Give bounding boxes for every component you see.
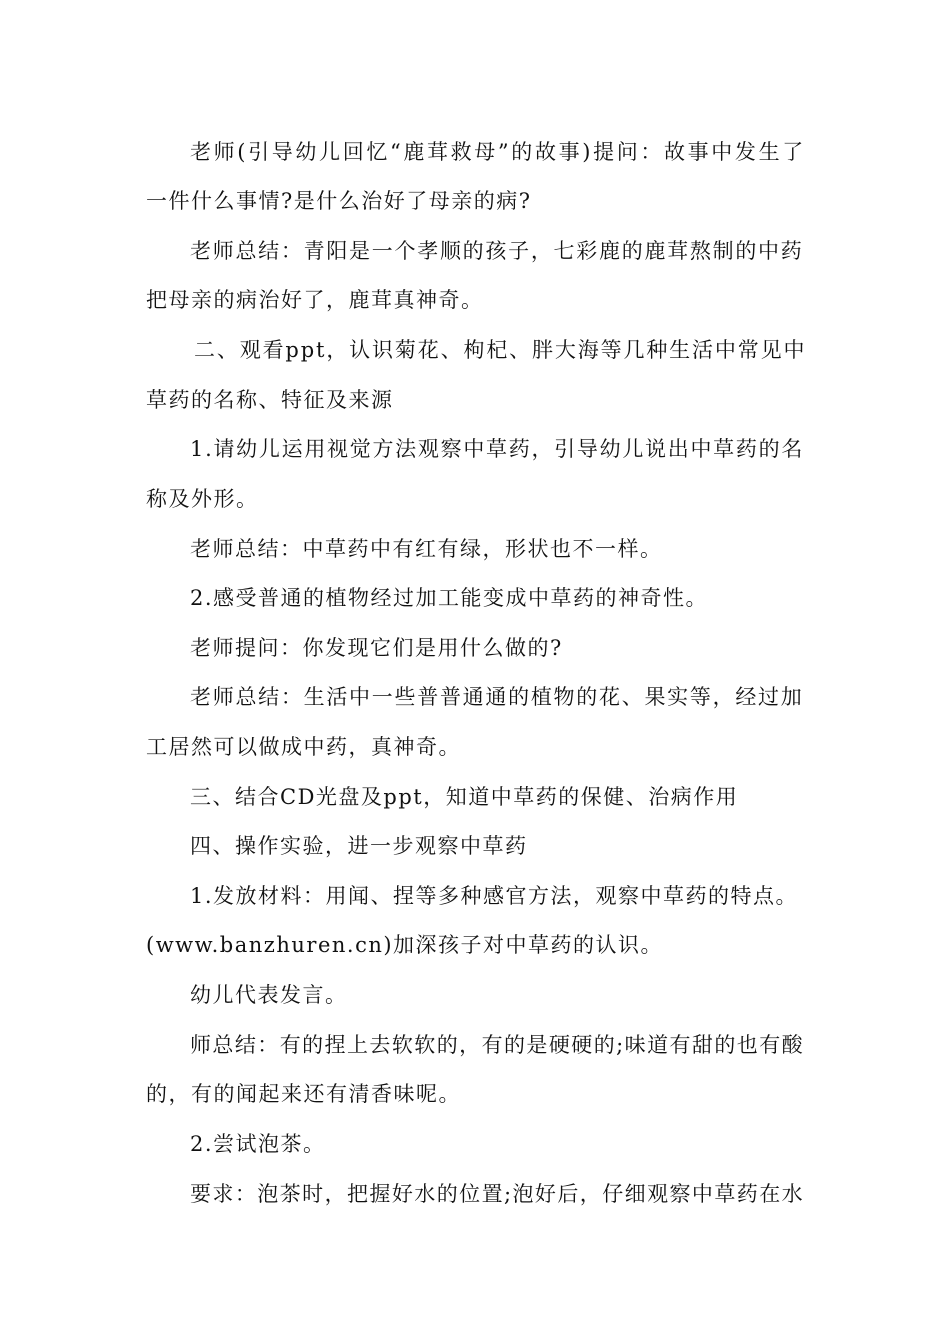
paragraph-line: 老师总结：中草药中有红有绿，形状也不一样。 [190,537,663,561]
paragraph-line: 一件什么事情?是什么治好了母亲的病? [146,189,532,213]
paragraph-line: 老师总结：生活中一些普普通通的植物的花、果实等，经过加 [190,685,804,709]
section-heading-4: 四、操作实验，进一步观察中草药 [190,834,528,858]
section-heading-2: 二、观看ppt，认识菊花、枸杞、胖大海等几种生活中常见中 [194,338,807,362]
paragraph-line: 要求：泡茶时，把握好水的位置;泡好后，仔细观察中草药在水 [190,1182,805,1206]
paragraph-line: 称及外形。 [146,487,259,511]
paragraph-line: 2.感受普通的植物经过加工能变成中草药的神奇性。 [190,586,709,610]
paragraph-line: 幼儿代表发言。 [190,983,348,1007]
paragraph-line: (www.banzhuren.cn)加深孩子对中草药的认识。 [146,933,664,957]
paragraph-line: 1.请幼儿运用视觉方法观察中草药，引导幼儿说出中草药的名 [190,437,805,461]
paragraph-line: 老师(引导幼儿回忆“鹿茸救母”的故事)提问：故事中发生了 [190,140,806,164]
paragraph-line: 1.发放材料：用闻、捏等多种感官方法，观察中草药的特点。 [190,884,799,908]
paragraph-line: 把母亲的病治好了，鹿茸真神奇。 [146,288,484,312]
section-heading-3: 三、结合CD光盘及ppt，知道中草药的保健、治病作用 [190,785,739,809]
paragraph-line: 师总结：有的捏上去软软的，有的是硬硬的;味道有甜的也有酸 [190,1033,805,1057]
paragraph-line: 工居然可以做成中药，真神奇。 [146,735,461,759]
paragraph-line: 草药的名称、特征及来源 [146,388,394,412]
paragraph-line: 2.尝试泡茶。 [190,1132,326,1156]
paragraph-line: 老师总结：青阳是一个孝顺的孩子，七彩鹿的鹿茸熬制的中药 [190,239,804,263]
paragraph-line: 的，有的闻起来还有清香味呢。 [146,1082,461,1106]
paragraph-line: 老师提问：你发现它们是用什么做的? [190,636,563,660]
